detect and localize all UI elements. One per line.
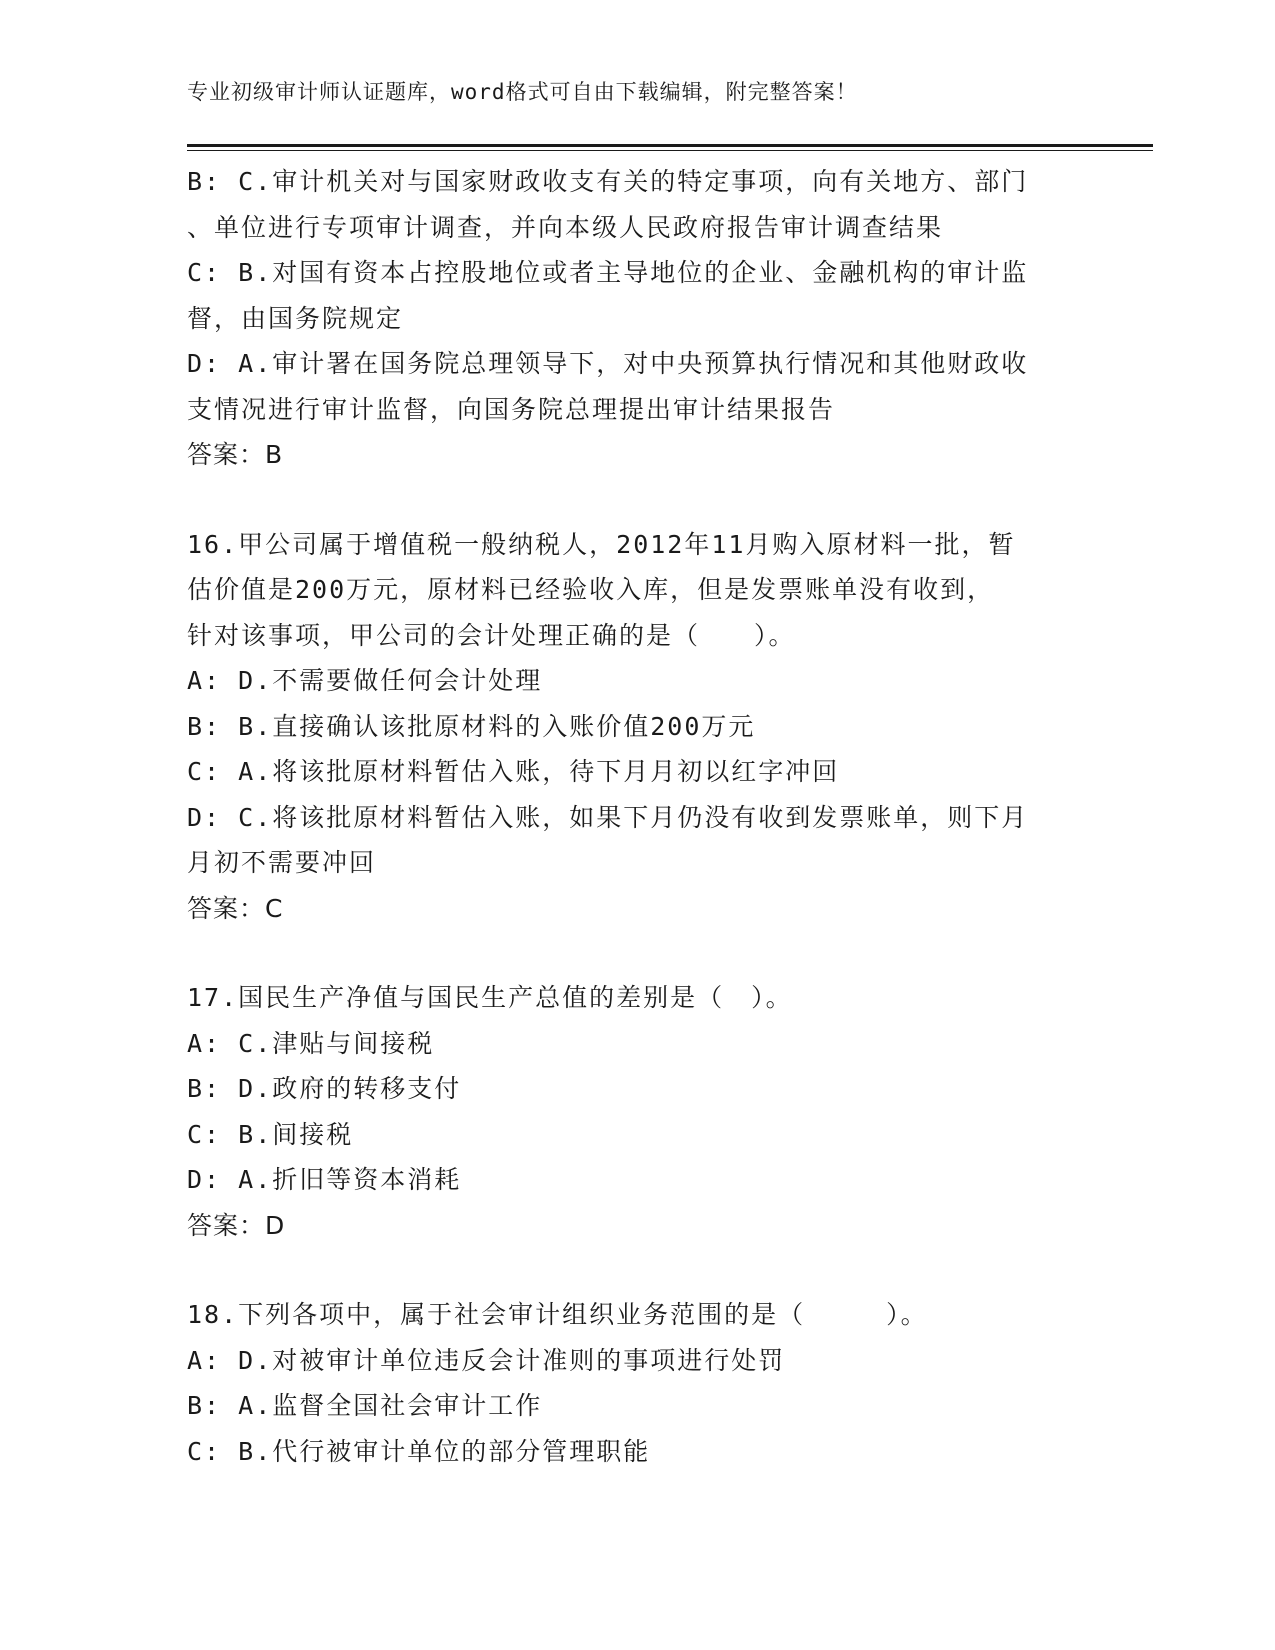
spacer (187, 1248, 1087, 1292)
q16-option-c: C: A.将该批原材料暂估入账，待下月月初以红字冲回 (187, 757, 840, 786)
q18-option-b: B: A.监督全国社会审计工作 (187, 1391, 543, 1420)
q15-option-b-line-2: 、单位进行专项审计调查，并向本级人民政府报告审计调查结果 (187, 212, 944, 242)
q15-answer: 答案：B (187, 440, 284, 469)
q18-option-c: C: B.代行被审计单位的部分管理职能 (187, 1436, 651, 1466)
q16-option-d-line-1: D: C.将该批原材料暂估入账，如果下月仍没有收到发票账单，则下月 (187, 802, 1029, 832)
question-16 (187, 522, 1087, 932)
question-18 (187, 1292, 1087, 1474)
spacer (187, 478, 1087, 522)
q16-option-a: A: D.不需要做任何会计处理 (187, 666, 543, 695)
header-divider-thick (187, 144, 1153, 147)
document-body (187, 159, 1087, 1474)
spacer (187, 931, 1087, 975)
q17-stem: 17.国民生产净值与国民生产总值的差别是（ ）。 (187, 983, 793, 1012)
q17-option-b: B: D.政府的转移支付 (187, 1074, 462, 1103)
header-divider-thin (187, 150, 1153, 151)
question-17 (187, 975, 1087, 1248)
q15-option-c-line-2: 督，由国务院规定 (187, 303, 404, 333)
q16-stem-line-1: 16.甲公司属于增值税一般纳税人，2012年11月购入原材料一批，暂 (187, 529, 1016, 559)
q15-option-c-line-1: C: B.对国有资本占控股地位或者主导地位的企业、金融机构的审计监 (187, 258, 1029, 287)
q17-option-a: A: C.津贴与间接税 (187, 1028, 435, 1058)
question-15-continued (187, 159, 1087, 478)
q16-option-d-line-2: 月初不需要冲回 (187, 848, 377, 877)
q17-answer: 答案：D (187, 1210, 286, 1240)
q15-option-d-line-1: D: A.审计署在国务院总理领导下，对中央预算执行情况和其他财政收 (187, 349, 1029, 378)
document-header: 专业初级审计师认证题库，word格式可自由下载编辑，附完整答案！ (187, 80, 858, 104)
q15-option-d-line-2: 支情况进行审计监督，向国务院总理提出审计结果报告 (187, 394, 836, 424)
q16-stem-line-2: 估价值是200万元，原材料已经验收入库，但是发票账单没有收到， (187, 575, 995, 604)
q18-option-a: A: D.对被审计单位违反会计准则的事项进行处罚 (187, 1345, 786, 1375)
q16-option-b: B: B.直接确认该批原材料的入账价值200万元 (187, 711, 756, 741)
q18-stem: 18.下列各项中，属于社会审计组织业务范围的是（ ）。 (187, 1300, 928, 1329)
q17-option-d: D: A.折旧等资本消耗 (187, 1165, 462, 1194)
q17-option-c: C: B.间接税 (187, 1119, 354, 1149)
q16-stem-line-3: 针对该事项，甲公司的会计处理正确的是（ ）。 (187, 620, 796, 650)
q15-option-b-line-1: B: C.审计机关对与国家财政收支有关的特定事项，向有关地方、部门 (187, 167, 1029, 196)
q16-answer: 答案：C (187, 893, 284, 923)
